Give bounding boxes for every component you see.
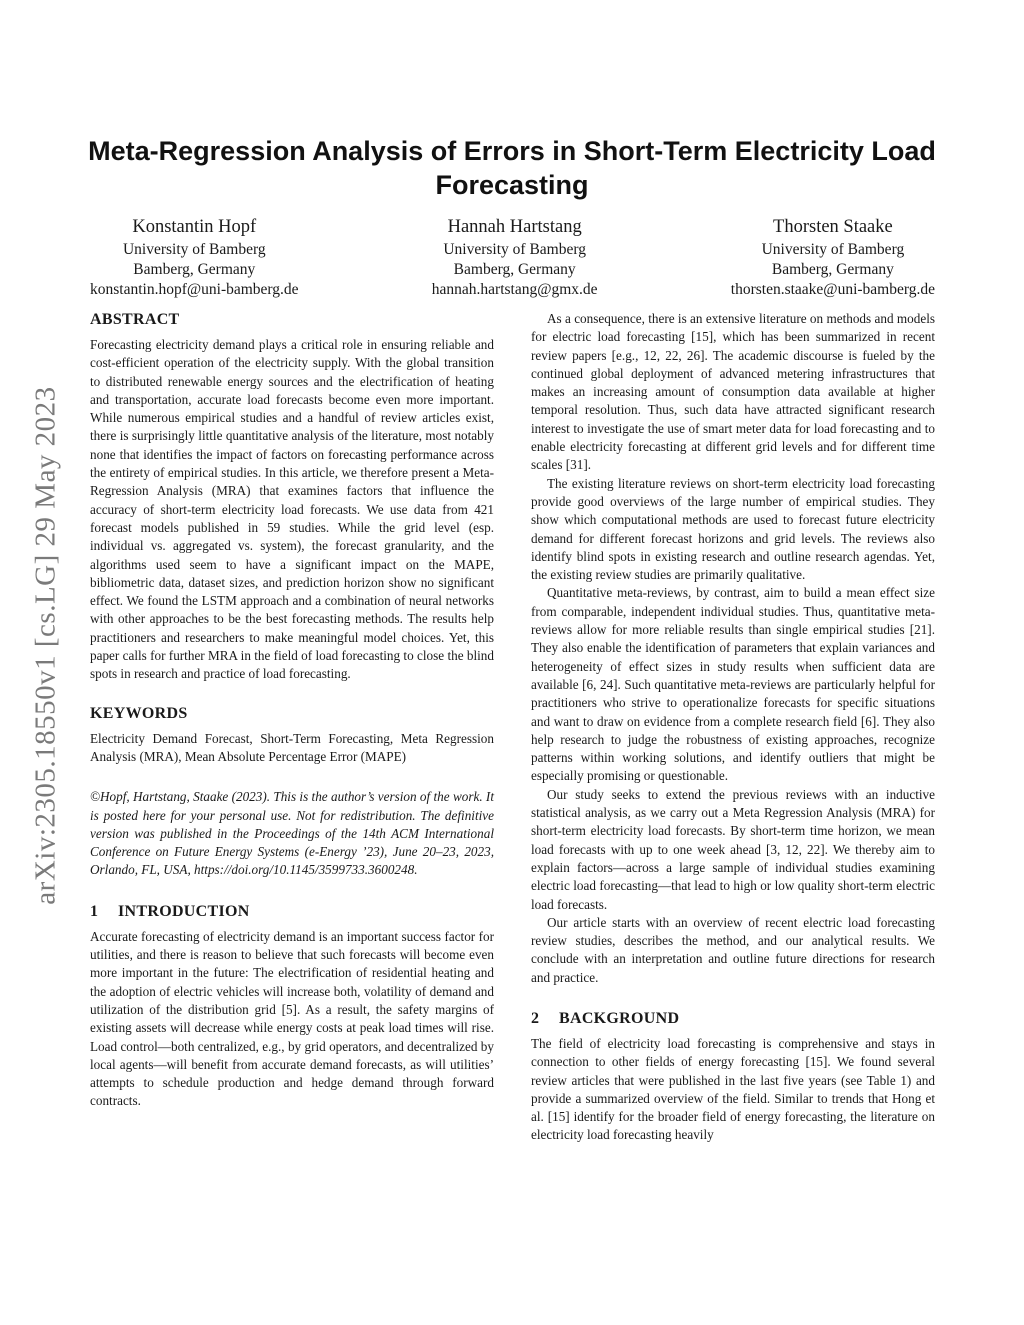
keywords-text: Electricity Demand Forecast, Short-Term Forecasting, Meta Regression Analysis (MRA), Mean Absolute Percentage Error (MAPE) <box>90 730 494 764</box>
author-name: Hannah Hartstang <box>447 217 582 237</box>
copyright-notice: ©Hopf, Hartstang, Staake (2023). This is the author’s version of the work. It is posted here for your personal use. Not for redistribution. The definitive version was published in the Proceedings of the 14th ACM International Conference on Future Energy Systems (e-Energy ’23), June 20–23, 2023, Orlando, FL, USA, https://doi.org/10.1145/3599733.3600248. <box>90 789 494 878</box>
abstract-heading: ABSTRACT <box>90 311 180 328</box>
author-location: Bamberg, Germany <box>771 261 894 278</box>
right-column <box>531 310 935 1145</box>
keywords-heading: KEYWORDS <box>90 704 188 722</box>
author-email[interactable]: thorsten.staake@uni-bamberg.de <box>730 281 935 298</box>
intro-paragraph-4: Quantitative meta-reviews, by contrast, aim to build a mean effect size from comparable, independent individual studies. Thus, quantitative meta-reviews allow for more reliable results than single empirical studies [21]. They also enable the identification of parameters that explain variances and heterogeneity of effect sizes in study results when sufficient data are available [6, 24]. Such quantitative meta-reviews are particularly helpful for practitioners who strive to operationalize forecasts for specific situations and want to draw on evidence from a complete research field [6]. They also help research to judge the robustness of existing approaches, recognize patterns within working solutions, and identify outliers that might be especially promising or questionable. <box>531 585 935 784</box>
author-name: Konstantin Hopf <box>132 217 257 237</box>
intro-paragraph-6: Our article starts with an overview of recent electric load forecasting review studies, describes the method, and our analytical results. We conclude with an interpretation and outline future directions for research and practice. <box>531 914 935 985</box>
abstract-text: Forecasting electricity demand plays a critical role in ensuring reliable and cost-efficient operation of the electricity supply. With the global transition to distributed renewable energy sources and the electrification of heating and transportation, accurate load forecasts become even more important. While numerous empirical studies and a handful of review articles exist, there is surprisingly little quantitative analysis of the literature, most notably none that identifies the impact of factors on forecasting performance across the entirety of empirical studies. In this article, we therefore present a Meta-Regression Analysis (MRA) that examines factors that influence the accuracy of short-term electricity load forecasts. We use data from 421 forecast models published in 59 studies. While the grid level (esp. individual vs. aggregated vs. system), the forecast granularity, and the algorithms used seem to have a significant impact on the MAPE, bibliometric data, dataset sizes, and prediction horizon show no significant effect. We found the LSTM approach and a combination of neural networks with other approaches to be the best forecasting methods. The results help practitioners and researchers to make meaningful model choices. Yet, this paper calls for further MRA in the field of load forecasting to close the blind spots in research and practice of load forecasting. <box>90 337 494 682</box>
author-email[interactable]: hannah.hartstang@gmx.de <box>431 281 598 298</box>
arxiv-stamp <box>28 345 64 945</box>
author-1 <box>90 215 299 300</box>
author-name: Thorsten Staake <box>773 217 893 237</box>
intro-paragraph-3: The existing literature reviews on short-term electricity load forecasting provide good overviews of the large number of empirical studies. They show which computational methods are used to forecast future electricity demand for different forecast horizons and grid levels. The reviews also identify blind spots in existing research and outline research agendas. Yet, the existing review studies are primarily qualitative. <box>531 475 935 583</box>
author-email[interactable]: konstantin.hopf@uni-bamberg.de <box>90 281 299 298</box>
section-title: BACKGROUND <box>559 1009 680 1027</box>
author-2 <box>432 215 598 300</box>
author-affiliation: University of Bamberg <box>443 241 586 258</box>
paper-title: Meta-Regression Analysis of Errors in Short-Term Electricity Load Forecasting <box>88 136 936 200</box>
left-column <box>90 310 494 1111</box>
introduction-heading <box>90 902 494 922</box>
author-affiliation: University of Bamberg <box>761 241 905 258</box>
intro-paragraph-1: Accurate forecasting of electricity demand is an important success factor for utilities, and there is reason to believe that such forecasts will become even more important in the future: The electrification of residential heating and the adoption of electric vehicles will increase both, volatility of demand and utilization of the distribution grid [5]. As a result, the safety margins of existing assets will decrease while energy costs at peak load times will rise. Load control—both centralized, e.g., by grid operators, and decentralized by local agents—will benefit from accurate demand forecasts, as will utilities’ attempts to schedule production and hedge demand through forward contracts. <box>90 928 494 1109</box>
arxiv-stamp-text: arXiv:2305.18550v1 [cs.LG] 29 May 2023 <box>29 385 62 905</box>
intro-paragraph-2: As a consequence, there is an extensive literature on methods and models for electric load forecasting [15], which has been summarized in recent review papers [e.g., 12, 22, 26]. The academic discourse is fueled by the continued global deployment of advanced metering infrastructures that makes an increasing amount of consumption data available at higher temporal resolution. Thus, such data have attracted significant research interest to investigate the use of smart meter data for load forecasting and to enable electricity forecasting at different grid levels and for different time scales [31]. <box>531 311 935 473</box>
author-location: Bamberg, Germany <box>453 261 576 278</box>
intro-paragraph-5: Our study seeks to extend the previous reviews with an inductive statistical analysis, as we carry out a Meta Regression Analysis (MRA) for short-term electricity load forecasts. By short-term time horizon, we mean load forecasts with up to one week ahead [3, 12, 22]. We thereby aim to explain factors—across a large sample of individual studies examining electric load forecasting—that lead to high or low quality short-term electric load forecasts. <box>531 786 935 912</box>
author-block <box>90 215 935 300</box>
author-affiliation: University of Bamberg <box>122 241 266 258</box>
author-location: Bamberg, Germany <box>133 261 256 278</box>
section-title: INTRODUCTION <box>118 902 250 920</box>
author-3 <box>731 215 935 300</box>
background-paragraph-1: The field of electricity load forecasting is comprehensive and stays in connection to other fields of energy forecasting [15]. We found several review articles that were published in the last five years (see Table 1) and provide a summarized overview of the field. Similar to trends that Hong et al. [15] identify for the broader field of energy forecasting, the literature on electricity load forecasting heavily <box>531 1035 935 1143</box>
section-number: 2 <box>531 1009 540 1027</box>
background-heading <box>531 1009 935 1029</box>
section-number: 1 <box>90 902 99 920</box>
